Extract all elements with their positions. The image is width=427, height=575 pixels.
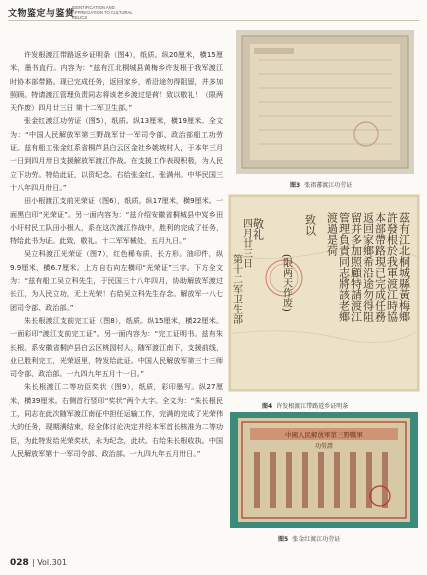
figure-4-caption-text: 许发根渡江带路返乡证明条 xyxy=(276,403,349,410)
fig4-line-4: 留并多加照顧特請渡江 xyxy=(349,212,363,322)
fig4-line-2: 本部帶路現已完成任務 xyxy=(373,212,387,322)
figure-3-caption-text: 张祖蕃渡江功劳证 xyxy=(304,182,353,189)
fig4-left-2: 第十二军卫生部 xyxy=(230,254,242,324)
header-rule xyxy=(8,20,419,21)
header-subtitle: IDENTIFICATION AND APPRECIATION TO CULTURAL RELICS xyxy=(72,5,133,20)
paragraph-fig9: 朱长根渡江二等功臣奖状（图9），纸质，彩印墨写。纵27厘米，横39厘米。右侧首行竖印“奖状”两个大字。全文为：“朱长根民工，同志在此次随军渡江南征中担任运输工作，完满的完成了光荣伟大的任务，现期满结束，经全体讨论决定并经本军首长核准为二等功臣，为此特发给光荣奖状，永为纪念，此状。右给朱长根收执。中国人民解放军第十一军司令部、政治部。一九四九年五月卅日。” xyxy=(10,382,223,458)
paragraph-fig5: 张金红渡江功劳证（图5），纸质。纵13厘米，横19厘米。全文为：“中国人民解放军第三野战军廿一军司令部、政治部船工功劳证。兹有船工张金红系省桐芦县白云区金社乡姚坡村人，于本年三月一日到四月卅日支援解放军渡江作战。在支援工作表现积极，为人民立下功劳。特给此证，以资纪念。右给张金红、张满州。中华民国三十八年四月卅日。” xyxy=(10,116,223,192)
fig4-line-5: 管理負責同志將該老鄉 xyxy=(337,212,351,322)
figure-5-image xyxy=(230,412,418,528)
figure-4-image xyxy=(228,194,420,392)
article-body xyxy=(10,48,223,460)
paragraph-fig8: 朱长根渡江支前完工证（图8），纸质。纵15厘米，横22厘米。一面彩印“渡江支前完工证”。另一面内容为：“完工证明书。兹有朱长根、系安徽省桐庐县白云区桃园村人，随军渡江南下，支援前线，业已胜利完工，光荣返里，特发给此证。中国人民解放军第三十三师司令部、政治部。一九四九年五月十一日。” xyxy=(10,315,223,379)
figure-4-photo xyxy=(228,194,420,392)
fig4-left-1: 四月廿三日 xyxy=(240,218,252,268)
fig5-doc-title: 中國人民解放軍第三野戰軍 xyxy=(285,431,363,439)
fig4-line-1: 許發根於我軍渡江時協 xyxy=(385,212,399,322)
fig4-center-1: (限两天作废) xyxy=(280,254,292,312)
page-footer: 028 | Vol.301 xyxy=(10,558,67,568)
figure-3-caption-label: 图3 xyxy=(290,182,301,189)
fig4-line-3: 返回家鄉希沿途勿得阻 xyxy=(361,212,375,322)
header-title: 文物鉴定与鉴赏 xyxy=(8,9,75,19)
figure-5-caption-label: 图5 xyxy=(278,536,289,543)
paragraph-fig4: 许发根渡江带路返乡证明条（图4），纸质。纵20厘米，横15厘米，墨书直行。内容为：“兹有江北桐城县黄梅乡许发根于我军渡江时协本部带路。现已完成任务，返回家乡，希沿途勿得阻留，并多加照顾。特请渡江管理负责同志将该老乡渡过是荷！致以敬礼！（限两天作废）四月廿三日 第十二军卫生部。” xyxy=(10,50,223,113)
figure-5-caption xyxy=(278,534,340,543)
fig4-center-0: 致以 xyxy=(303,214,317,236)
volume-number: Vol.301 xyxy=(37,558,67,567)
fig4-line-0: 茲有江北桐城縣黃梅鄉 xyxy=(397,212,411,322)
fig5-doc-subtitle: 功勞證 xyxy=(314,443,334,450)
page-number: 028 xyxy=(10,558,29,568)
figure-5-caption-text: 张金红渡江功劳证 xyxy=(292,536,341,543)
figure-3-image xyxy=(236,30,414,174)
paragraph-fig7: 吴立科渡江光荣证（图7），红色稀布质，长方形。油印件，纵9.9厘米，横6.7厘米。上方自右向左横印“光荣证”三字。下方全文为：“兹有船工吴立科先生，于民国三十八年四月，协助解放军渡过长江，为人民立功，无上光荣！右给吴立科先生存念。解放军一八七团司令部、政治部。” xyxy=(10,249,223,312)
figure-3-photo xyxy=(236,30,414,174)
fig4-line-6: 渡過是荷 xyxy=(325,212,339,256)
fig4-left-0: 敬礼 xyxy=(251,218,265,240)
figure-4-caption xyxy=(262,401,348,410)
paragraph-fig6: 田小根渡江支前光荣证（图6），纸质。纵17厘米，横9厘米。一面黑白印“光荣证”。另一面内容为：“兹介绍安徽省桐城县中岌乡田小圩村民工队田小根人，系在这次渡江作战中，胜利的完成了任务，特给此书为证。此致，敬礼。十二军军械处，五月九日。” xyxy=(10,196,223,246)
figure-3-caption xyxy=(290,180,352,189)
page-header xyxy=(0,0,427,24)
figure-5-photo xyxy=(230,412,418,528)
figure-4-caption-label: 图4 xyxy=(262,403,273,410)
